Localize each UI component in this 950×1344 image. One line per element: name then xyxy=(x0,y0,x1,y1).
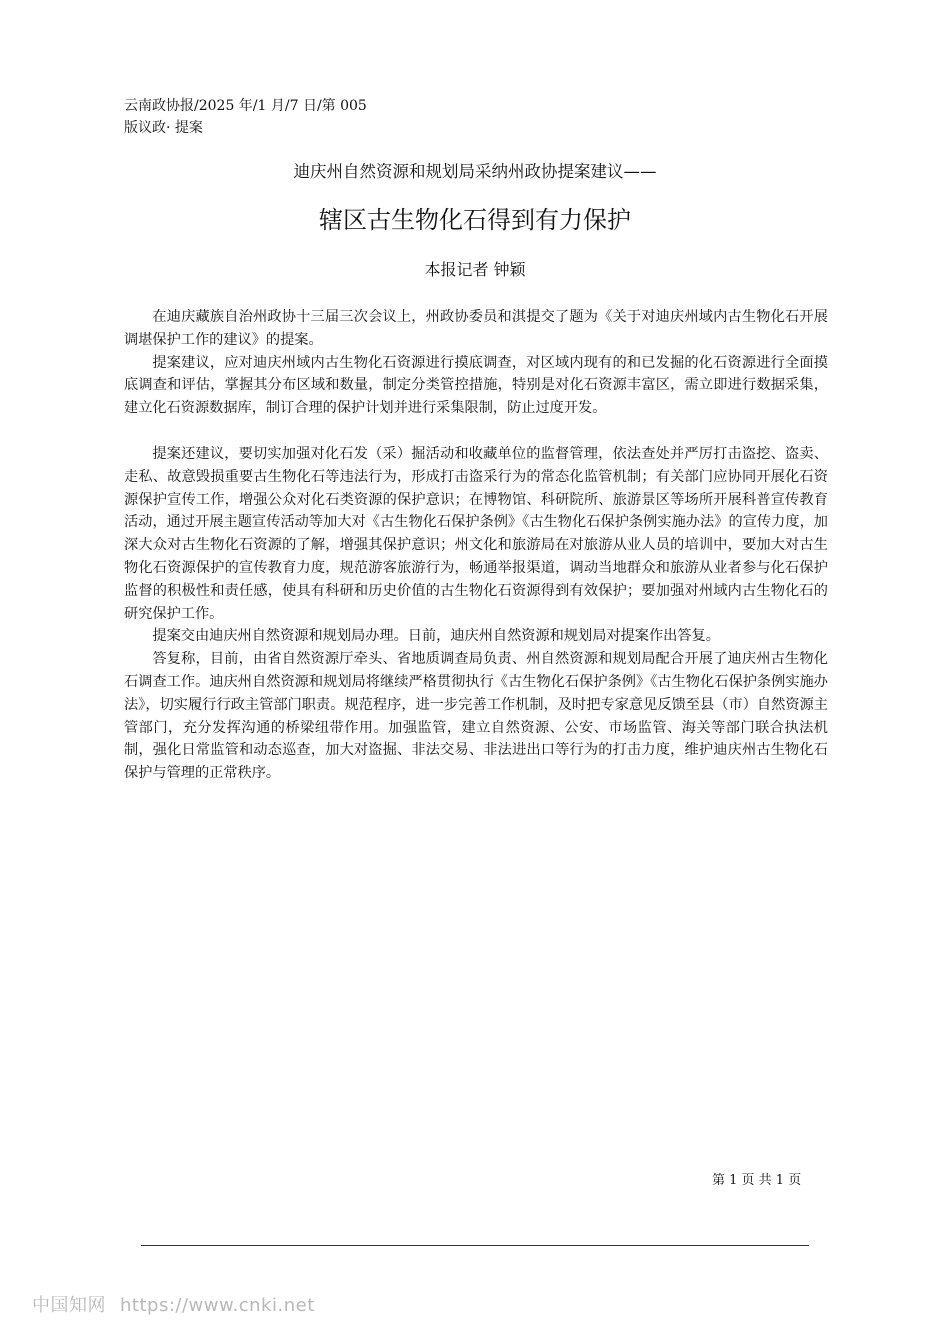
article-title: 辖区古生物化石得到有力保护 xyxy=(319,206,631,234)
page-number: 第 1 页 共 1 页 xyxy=(712,1173,802,1188)
article-body xyxy=(124,306,828,785)
article-paragraph: 答复称，目前，由省自然资源厅牵头、省地质调查局负责、州自然资源和规划局配合开展了迪庆州古生物化石调查工作。迪庆州自然资源和规划局将继续严格贯彻执行《古生物化石保护条例》《古生物化石保护条例实施办法》，切实履行行政主管部门职责。规范程序，进一步完善工作机制，及时把专家意见反馈至县（市）自然资源主管部门，充分发挥沟通的桥梁纽带作用。加强监管，建立自然资源、公安、市场监管、海关等部门联合执法机制，强化日常监管和动态巡查，加大对盗掘、非法交易、非法进出口等行为的打击力度，维护迪庆州古生物化石保护与管理的正常秩序。 xyxy=(124,651,828,782)
watermark-url: https://www.cnki.net xyxy=(120,1295,315,1316)
watermark-brand: 中国知网 xyxy=(32,1295,106,1316)
article-paragraph: 提案交由迪庆州自然资源和规划局办理。日前，迪庆州自然资源和规划局对提案作出答复。 xyxy=(152,628,720,645)
publication-section-line: 版议政· 提案 xyxy=(124,120,203,136)
watermark xyxy=(32,1293,315,1319)
publication-source-line: 云南政协报/2025 年/1 月/7 日/第 005 xyxy=(124,98,367,114)
article-byline: 本报记者 钟颖 xyxy=(424,260,526,279)
article-subtitle: 迪庆州自然资源和规划局采纳州政协提案建议—— xyxy=(293,162,657,181)
footer-divider xyxy=(141,1245,809,1246)
article-paragraph: 在迪庆藏族自治州政协十三届三次会议上，州政协委员和淇提交了题为《关于对迪庆州域内古生物化石开展调堪保护工作的建议》的提案。 xyxy=(124,309,828,348)
article-paragraph: 提案建议，应对迪庆州域内古生物化石资源进行摸底调查，对区域内现有的和已发掘的化石资源进行全面摸底调查和评估，掌握其分布区域和数量，制定分类管控措施，特别是对化石资源丰富区，需立即进行数据采集，建立化石资源数据库，制订合理的保护计划并进行采集限制，防止过度开发。 xyxy=(124,354,828,417)
article-paragraph: 提案还建议，要切实加强对化石发（采）掘活动和收藏单位的监督管理，依法查处并严厉打击盗挖、盗卖、走私、故意毁损重要古生物化石等违法行为，形成打击盗采行为的常态化监管机制；有关部门应协同开展化石资源保护宣传工作，增强公众对化石类资源的保护意识；在博物馆、科研院所、旅游景区等场所开展科普宣传教育活动，通过开展主题宣传活动等加大对《古生物化石保护条例》《古生物化石保护条例实施办法》的宣传力度，加深大众对古生物化石资源的了解，增强其保护意识；州文化和旅游局在对旅游从业人员的培训中，要加大对古生物化石资源保护的宣传教育力度，规范游客旅游行为，畅通举报渠道，调动当地群众和旅游从业者参与化石保护监督的积极性和责任感，使具有科研和历史价值的古生物化石资源得到有效保护；要加强对州域内古生物化石的研究保护工作。 xyxy=(124,445,828,622)
